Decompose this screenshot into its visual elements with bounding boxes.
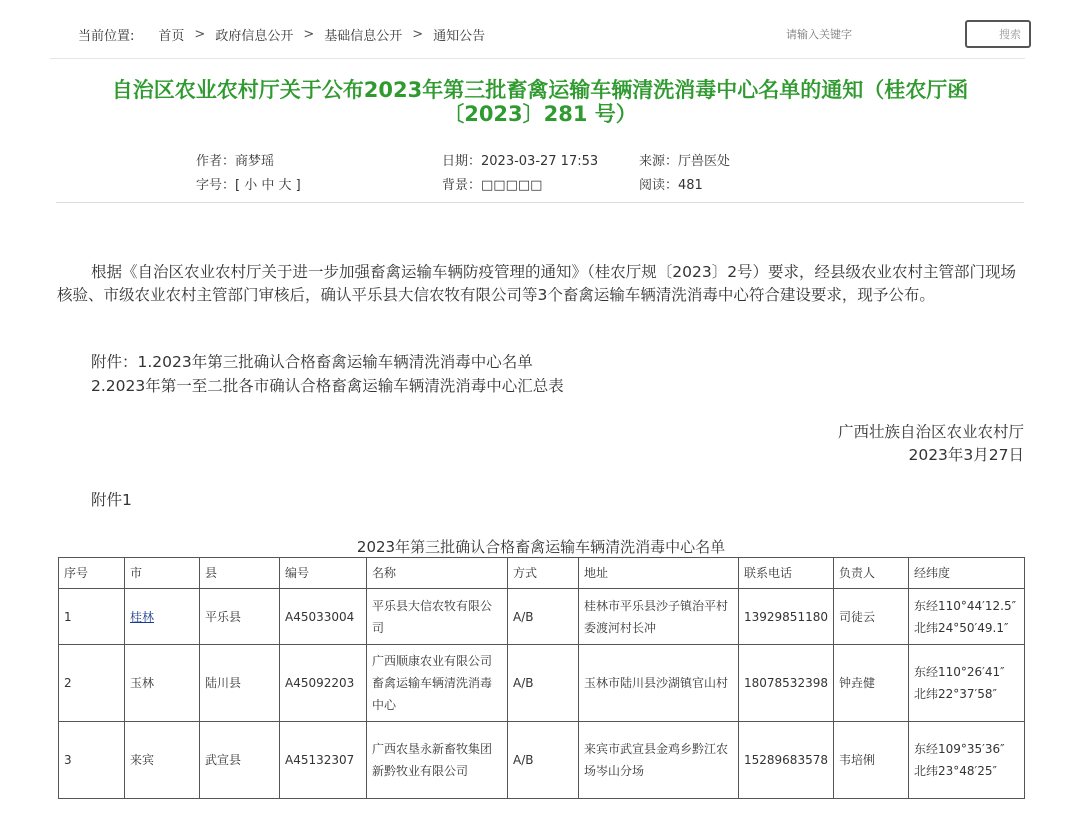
cell-city: 玉林 <box>125 645 200 722</box>
body-paragraph: 根据《自治区农业农村厅关于进一步加强畜禽运输车辆防疫管理的通知》（桂农厅规〔2023〕2号）要求，经县级农业农村主管部门现场核验、市级农业农村主管部门审核后，确认平乐县大信农牧有限公司等3个畜禽运输车辆清洗消毒中心符合建设要求，现予公布。 <box>57 263 1017 304</box>
cell-name: 广西农垦永新畜牧集团新黔牧业有限公司 <box>367 722 508 799</box>
roster-table <box>58 557 1025 799</box>
meta-reads: 阅读：481 <box>639 178 703 193</box>
title-line-2: 〔2023〕281 号） <box>443 102 637 126</box>
header-mode: 方式 <box>508 558 579 589</box>
breadcrumb-separator: > <box>303 27 315 42</box>
cell-address: 来宾市武宣县金鸡乡黔江农场岑山分场 <box>579 722 739 799</box>
cell-index: 3 <box>59 722 125 799</box>
cell-county: 武宣县 <box>200 722 280 799</box>
signature-date: 2023年3月27日 <box>908 446 1024 464</box>
cell-mode: A/B <box>508 645 579 722</box>
cell-index: 2 <box>59 645 125 722</box>
cell-address: 桂林市平乐县沙子镇治平村委渡河村长冲 <box>579 589 739 645</box>
cell-coordinates: 东经110°44′12.5″ 北纬24°50′49.1″ <box>909 589 1025 645</box>
attachment-1-link[interactable]: 附件：1.2023年第三批确认合格畜禽运输车辆清洗消毒中心名单 <box>91 353 533 371</box>
breadcrumb-basic-info[interactable]: 基础信息公开 <box>324 29 403 44</box>
header-phone: 联系电话 <box>739 558 834 589</box>
cell-mode: A/B <box>508 589 579 645</box>
cell-county: 平乐县 <box>200 589 280 645</box>
cell-contact: 韦培俐 <box>834 722 909 799</box>
header-index: 序号 <box>59 558 125 589</box>
table-row <box>59 722 1025 799</box>
breadcrumb <box>78 25 495 44</box>
cell-county: 陆川县 <box>200 645 280 722</box>
header-divider <box>50 58 1025 59</box>
header-coordinates: 经纬度 <box>909 558 1025 589</box>
search-box <box>776 20 1032 48</box>
breadcrumb-notices[interactable]: 通知公告 <box>433 29 486 44</box>
header-county: 县 <box>200 558 280 589</box>
meta-source: 来源：厅兽医处 <box>639 154 731 169</box>
cell-phone: 13929851180 <box>739 589 834 645</box>
breadcrumb-home[interactable]: 首页 <box>158 29 185 44</box>
search-button[interactable]: 搜索 <box>965 20 1031 48</box>
signature-org: 广西壮族自治区农业农村厅 <box>837 423 1024 441</box>
cell-code: A45132307 <box>280 722 367 799</box>
attachment-label: 附件1 <box>91 491 132 509</box>
cell-mode: A/B <box>508 722 579 799</box>
page-title <box>60 78 1020 126</box>
cell-city: 来宾 <box>125 722 200 799</box>
cell-index: 1 <box>59 589 125 645</box>
cell-city <box>125 589 200 645</box>
meta-author: 作者：商梦瑶 <box>196 154 275 169</box>
meta-divider <box>56 202 1024 203</box>
header-code: 编号 <box>280 558 367 589</box>
cell-coordinates: 东经110°26′41″ 北纬22°37′58″ <box>909 645 1025 722</box>
cell-code: A45033004 <box>280 589 367 645</box>
title-line-1: 自治区农业农村厅关于公布2023年第三批畜禽运输车辆清洗消毒中心名单的通知（桂农厅函 <box>111 78 969 102</box>
search-input[interactable] <box>776 20 962 48</box>
cell-name: 平乐县大信农牧有限公司 <box>367 589 508 645</box>
city-link[interactable]: 桂林 <box>130 609 155 624</box>
table-row <box>59 589 1025 645</box>
cell-coordinates: 东经109°35′36″ 北纬23°48′25″ <box>909 722 1025 799</box>
breadcrumb-label: 当前位置: <box>78 29 135 44</box>
header-name: 名称 <box>367 558 508 589</box>
table-header-row <box>59 558 1025 589</box>
cell-name: 广西顺康农业有限公司畜禽运输车辆清洗消毒中心 <box>367 645 508 722</box>
cell-address: 玉林市陆川县沙湖镇官山村 <box>579 645 739 722</box>
cell-contact: 钟垚健 <box>834 645 909 722</box>
meta-background[interactable]: 背景：□□□□□ <box>442 178 543 193</box>
breadcrumb-separator: > <box>412 27 424 42</box>
meta-date: 日期：2023-03-27 17:53 <box>442 154 599 169</box>
attachment-2-link[interactable]: 2.2023年第一至二批各市确认合格畜禽运输车辆清洗消毒中心汇总表 <box>91 377 564 395</box>
breadcrumb-separator: > <box>194 27 206 42</box>
cell-code: A45092203 <box>280 645 367 722</box>
meta-font-size[interactable]: 字号：[ 小 中 大 ] <box>196 178 301 193</box>
cell-phone: 15289683578 <box>739 722 834 799</box>
header-city: 市 <box>125 558 200 589</box>
breadcrumb-gov-info[interactable]: 政府信息公开 <box>215 29 294 44</box>
cell-phone: 18078532398 <box>739 645 834 722</box>
cell-contact: 司徒云 <box>834 589 909 645</box>
table-row <box>59 645 1025 722</box>
table-title: 2023年第三批确认合格畜禽运输车辆清洗消毒中心名单 <box>356 538 726 556</box>
header-address: 地址 <box>579 558 739 589</box>
header-contact: 负责人 <box>834 558 909 589</box>
